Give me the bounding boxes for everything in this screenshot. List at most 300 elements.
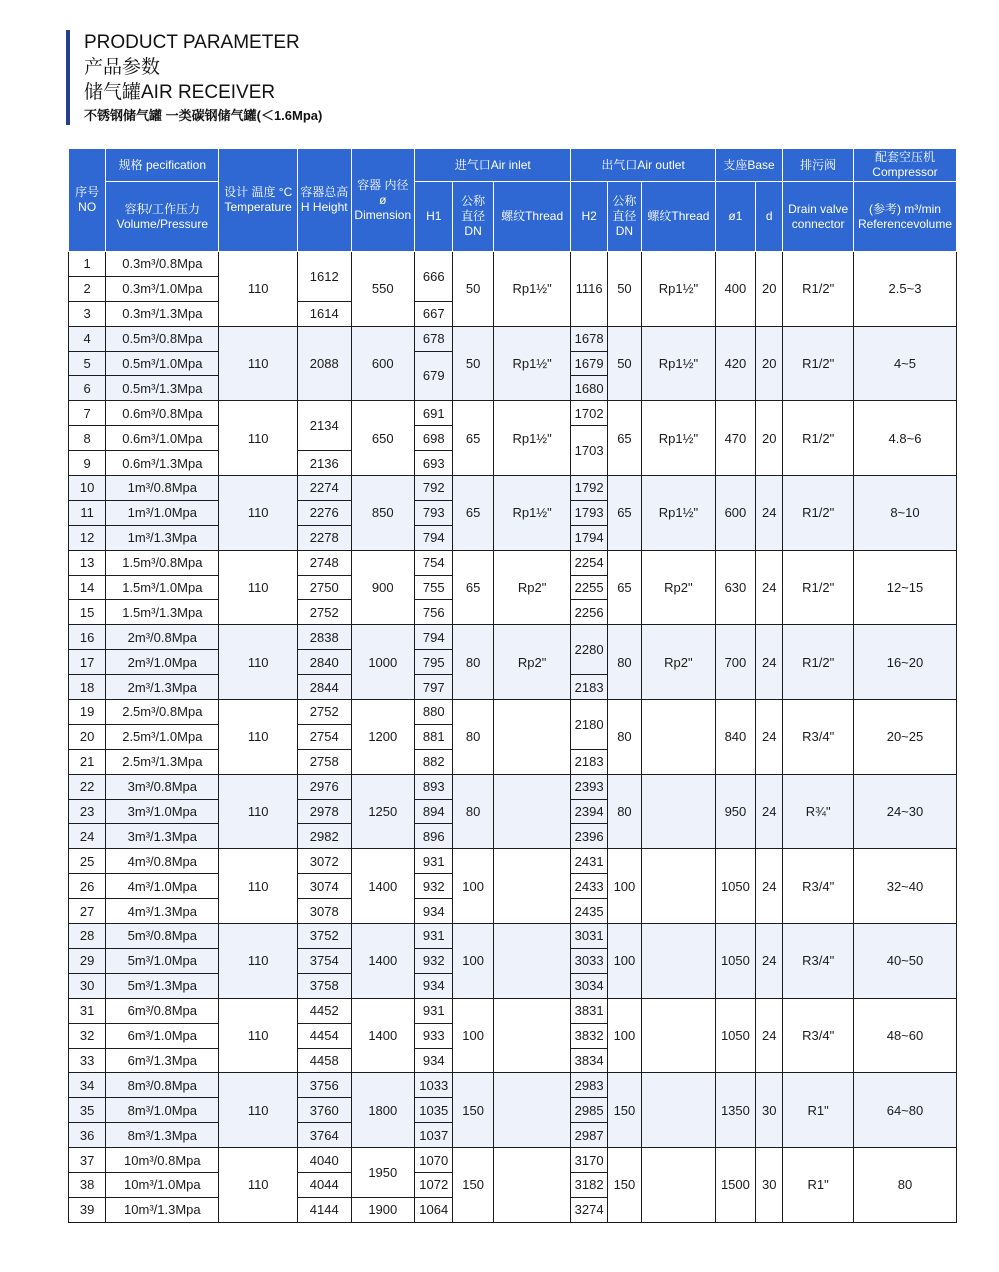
drain-valve-cell: R3/4"	[783, 998, 854, 1073]
volume-pressure-cell: 4m³/0.8Mpa	[106, 849, 219, 874]
temperature-cell: 110	[219, 326, 298, 401]
dn-outlet-cell: 65	[607, 550, 641, 625]
row-number: 34	[69, 1073, 106, 1098]
height-cell: 3078	[298, 899, 351, 924]
dimension-cell: 1200	[351, 700, 415, 775]
thread-inlet-cell: Rp1½"	[493, 252, 571, 327]
dimension-cell: 1400	[351, 998, 415, 1073]
height-cell: 2838	[298, 625, 351, 650]
h2-cell: 2183	[571, 749, 607, 774]
height-cell: 4144	[298, 1197, 351, 1222]
h2-cell: 3274	[571, 1197, 607, 1222]
compressor-volume-cell: 4.8~6	[853, 401, 956, 476]
row-number: 33	[69, 1048, 106, 1073]
drain-valve-cell: R1/2"	[783, 326, 854, 401]
compressor-volume-cell: 4~5	[853, 326, 956, 401]
base-d-cell: 20	[756, 326, 783, 401]
h1-cell: 666	[415, 252, 453, 302]
base-phi1-cell: 420	[715, 326, 755, 401]
row-number: 6	[69, 376, 106, 401]
temperature-cell: 110	[219, 849, 298, 924]
drain-valve-cell: R1"	[783, 1073, 854, 1148]
page-header	[66, 30, 322, 125]
table-row	[69, 998, 957, 1023]
thread-outlet-cell	[642, 1148, 716, 1223]
title-en: PRODUCT PARAMETER	[84, 32, 300, 53]
h1-cell: 934	[415, 1048, 453, 1073]
thread-inlet-cell: Rp1½"	[493, 326, 571, 401]
thread-outlet-cell	[642, 700, 716, 775]
row-number: 37	[69, 1148, 106, 1173]
row-number: 2	[69, 276, 106, 301]
thread-outlet-cell	[642, 1073, 716, 1148]
dn-inlet-cell: 150	[453, 1148, 493, 1223]
base-phi1-cell: 630	[715, 550, 755, 625]
drain-valve-cell: R1/2"	[783, 625, 854, 700]
row-number: 15	[69, 600, 106, 625]
table-row	[69, 476, 957, 501]
volume-pressure-cell: 0.3m³/1.3Mpa	[106, 301, 219, 326]
base-d-cell: 30	[756, 1073, 783, 1148]
volume-pressure-cell: 6m³/0.8Mpa	[106, 998, 219, 1023]
thread-inlet-cell	[493, 849, 571, 924]
h1-cell: 932	[415, 874, 453, 899]
table-row	[69, 401, 957, 426]
thread-outlet-cell: Rp2"	[642, 625, 716, 700]
volume-pressure-cell: 3m³/0.8Mpa	[106, 774, 219, 799]
h1-cell: 794	[415, 525, 453, 550]
row-number: 39	[69, 1197, 106, 1222]
table-row	[69, 326, 957, 351]
height-cell: 2752	[298, 700, 351, 725]
height-cell: 2134	[298, 401, 351, 451]
row-number: 20	[69, 724, 106, 749]
temperature-cell: 110	[219, 1148, 298, 1223]
h2-cell: 2255	[571, 575, 607, 600]
volume-pressure-cell: 1.5m³/1.0Mpa	[106, 575, 219, 600]
drain-valve-cell: R1/2"	[783, 550, 854, 625]
h1-cell: 1064	[415, 1197, 453, 1222]
dn-inlet-cell: 80	[453, 774, 493, 849]
h1-cell: 756	[415, 600, 453, 625]
row-number: 38	[69, 1172, 106, 1197]
h2-cell: 1792	[571, 476, 607, 501]
base-d-cell: 24	[756, 550, 783, 625]
height-cell: 2844	[298, 675, 351, 700]
header-h2: H2	[571, 182, 607, 252]
header-spec: 规格 pecification	[106, 149, 219, 182]
dn-inlet-cell: 80	[453, 700, 493, 775]
base-phi1-cell: 600	[715, 476, 755, 551]
volume-pressure-cell: 2m³/0.8Mpa	[106, 625, 219, 650]
temperature-cell: 110	[219, 924, 298, 999]
base-phi1-cell: 840	[715, 700, 755, 775]
table-row	[69, 1148, 957, 1173]
compressor-volume-cell: 24~30	[853, 774, 956, 849]
table-row	[69, 550, 957, 575]
volume-pressure-cell: 5m³/1.0Mpa	[106, 948, 219, 973]
base-d-cell: 20	[756, 252, 783, 327]
row-number: 14	[69, 575, 106, 600]
thread-inlet-cell: Rp2"	[493, 625, 571, 700]
drain-valve-cell: R1"	[783, 1148, 854, 1223]
base-phi1-cell: 1050	[715, 849, 755, 924]
height-cell: 4044	[298, 1172, 351, 1197]
title-cn: 产品参数	[84, 57, 161, 78]
header-d: d	[756, 182, 783, 252]
compressor-volume-cell: 40~50	[853, 924, 956, 999]
compressor-volume-cell: 12~15	[853, 550, 956, 625]
volume-pressure-cell: 0.6m³/1.3Mpa	[106, 451, 219, 476]
row-number: 36	[69, 1123, 106, 1148]
base-phi1-cell: 470	[715, 401, 755, 476]
row-number: 1	[69, 252, 106, 277]
dn-inlet-cell: 50	[453, 326, 493, 401]
header-drain-sub: Drain valve connector	[783, 182, 854, 252]
dn-inlet-cell: 80	[453, 625, 493, 700]
h2-cell: 2280	[571, 625, 607, 675]
h2-cell: 2987	[571, 1123, 607, 1148]
table-row	[69, 625, 957, 650]
row-number: 3	[69, 301, 106, 326]
dimension-cell: 1800	[351, 1073, 415, 1148]
height-cell: 1612	[298, 252, 351, 302]
row-number: 17	[69, 650, 106, 675]
thread-inlet-cell	[493, 1148, 571, 1223]
thread-outlet-cell	[642, 774, 716, 849]
h2-cell: 3831	[571, 998, 607, 1023]
row-number: 29	[69, 948, 106, 973]
base-d-cell: 24	[756, 924, 783, 999]
dn-inlet-cell: 65	[453, 401, 493, 476]
row-number: 28	[69, 924, 106, 949]
temperature-cell: 110	[219, 252, 298, 327]
drain-valve-cell: R1/2"	[783, 401, 854, 476]
h2-cell: 3034	[571, 973, 607, 998]
header-phi1: ø1	[715, 182, 755, 252]
base-d-cell: 24	[756, 774, 783, 849]
row-number: 32	[69, 1023, 106, 1048]
h2-cell: 1794	[571, 525, 607, 550]
h1-cell: 933	[415, 1023, 453, 1048]
row-number: 23	[69, 799, 106, 824]
h1-cell: 667	[415, 301, 453, 326]
height-cell: 3764	[298, 1123, 351, 1148]
h1-cell: 755	[415, 575, 453, 600]
h2-cell: 2983	[571, 1073, 607, 1098]
base-phi1-cell: 1050	[715, 924, 755, 999]
h2-cell: 3832	[571, 1023, 607, 1048]
h2-cell: 2180	[571, 700, 607, 750]
header-compressor-sub: (参考) m³/min Referencevolume	[853, 182, 956, 252]
height-cell: 4452	[298, 998, 351, 1023]
h1-cell: 931	[415, 998, 453, 1023]
height-cell: 2088	[298, 326, 351, 401]
row-number: 27	[69, 899, 106, 924]
volume-pressure-cell: 4m³/1.0Mpa	[106, 874, 219, 899]
dn-outlet-cell: 80	[607, 700, 641, 775]
h1-cell: 1037	[415, 1123, 453, 1148]
h2-cell: 1702	[571, 401, 607, 426]
thread-outlet-cell	[642, 998, 716, 1073]
row-number: 13	[69, 550, 106, 575]
header-volume-pressure: 容积/工作压力 Volume/Pressure	[106, 182, 219, 252]
temperature-cell: 110	[219, 401, 298, 476]
volume-pressure-cell: 0.3m³/0.8Mpa	[106, 252, 219, 277]
height-cell: 3754	[298, 948, 351, 973]
row-number: 16	[69, 625, 106, 650]
row-number: 7	[69, 401, 106, 426]
row-number: 30	[69, 973, 106, 998]
h2-cell: 3033	[571, 948, 607, 973]
h1-cell: 1070	[415, 1148, 453, 1173]
h1-cell: 795	[415, 650, 453, 675]
h2-cell: 2431	[571, 849, 607, 874]
header-base: 支座Base	[715, 149, 783, 182]
dn-inlet-cell: 100	[453, 998, 493, 1073]
header-outlet: 出气口Air outlet	[571, 149, 715, 182]
temperature-cell: 110	[219, 550, 298, 625]
thread-inlet-cell: Rp1½"	[493, 401, 571, 476]
temperature-cell: 110	[219, 1073, 298, 1148]
dn-outlet-cell: 65	[607, 476, 641, 551]
header-no: 序号 NO	[69, 149, 106, 252]
row-number: 9	[69, 451, 106, 476]
height-cell: 2274	[298, 476, 351, 501]
volume-pressure-cell: 0.6m³/0.8Mpa	[106, 401, 219, 426]
temperature-cell: 110	[219, 774, 298, 849]
dimension-cell: 850	[351, 476, 415, 551]
dn-inlet-cell: 50	[453, 252, 493, 327]
base-phi1-cell: 1500	[715, 1148, 755, 1223]
header-h1: H1	[415, 182, 453, 252]
volume-pressure-cell: 1.5m³/1.3Mpa	[106, 600, 219, 625]
height-cell: 3758	[298, 973, 351, 998]
height-cell: 2748	[298, 550, 351, 575]
temperature-cell: 110	[219, 625, 298, 700]
temperature-cell: 110	[219, 998, 298, 1073]
header-dimension: 容器 内径 ø Dimension	[351, 149, 415, 252]
volume-pressure-cell: 10m³/0.8Mpa	[106, 1148, 219, 1173]
compressor-volume-cell: 64~80	[853, 1073, 956, 1148]
header-temp: 设计 温度 °C Temperature	[219, 149, 298, 252]
height-cell: 4454	[298, 1023, 351, 1048]
row-number: 21	[69, 749, 106, 774]
table-row	[69, 252, 957, 277]
h1-cell: 693	[415, 451, 453, 476]
drain-valve-cell: R1/2"	[783, 252, 854, 327]
row-number: 10	[69, 476, 106, 501]
volume-pressure-cell: 6m³/1.3Mpa	[106, 1048, 219, 1073]
height-cell: 2982	[298, 824, 351, 849]
row-number: 8	[69, 426, 106, 451]
dimension-cell: 900	[351, 550, 415, 625]
volume-pressure-cell: 1m³/0.8Mpa	[106, 476, 219, 501]
h2-cell: 1793	[571, 500, 607, 525]
compressor-volume-cell: 2.5~3	[853, 252, 956, 327]
h2-cell: 3182	[571, 1172, 607, 1197]
dimension-cell: 600	[351, 326, 415, 401]
h1-cell: 793	[415, 500, 453, 525]
volume-pressure-cell: 5m³/1.3Mpa	[106, 973, 219, 998]
row-number: 24	[69, 824, 106, 849]
height-cell: 3760	[298, 1098, 351, 1123]
thread-inlet-cell	[493, 1073, 571, 1148]
h1-cell: 880	[415, 700, 453, 725]
h1-cell: 934	[415, 899, 453, 924]
thread-outlet-cell: Rp1½"	[642, 476, 716, 551]
row-number: 19	[69, 700, 106, 725]
dimension-cell: 1000	[351, 625, 415, 700]
h2-cell: 2435	[571, 899, 607, 924]
h2-cell: 2183	[571, 675, 607, 700]
base-d-cell: 20	[756, 401, 783, 476]
note: 不锈钢储气罐 一类碳钢储气罐(＜1.6Mpa)	[84, 108, 323, 123]
volume-pressure-cell: 5m³/0.8Mpa	[106, 924, 219, 949]
height-cell: 2840	[298, 650, 351, 675]
volume-pressure-cell: 3m³/1.3Mpa	[106, 824, 219, 849]
dn-outlet-cell: 50	[607, 252, 641, 327]
height-cell: 2976	[298, 774, 351, 799]
table-body	[69, 252, 957, 1223]
base-d-cell: 24	[756, 476, 783, 551]
height-cell: 2758	[298, 749, 351, 774]
thread-inlet-cell	[493, 998, 571, 1073]
height-cell: 3756	[298, 1073, 351, 1098]
h2-cell: 1680	[571, 376, 607, 401]
height-cell: 1614	[298, 301, 351, 326]
volume-pressure-cell: 1m³/1.3Mpa	[106, 525, 219, 550]
volume-pressure-cell: 2.5m³/1.0Mpa	[106, 724, 219, 749]
dn-outlet-cell: 65	[607, 401, 641, 476]
temperature-cell: 110	[219, 700, 298, 775]
thread-outlet-cell	[642, 849, 716, 924]
h1-cell: 894	[415, 799, 453, 824]
height-cell: 2278	[298, 525, 351, 550]
h2-cell: 2394	[571, 799, 607, 824]
h1-cell: 896	[415, 824, 453, 849]
dn-inlet-cell: 100	[453, 924, 493, 999]
compressor-volume-cell: 80	[853, 1148, 956, 1223]
base-phi1-cell: 950	[715, 774, 755, 849]
header-dn-in: 公称直径 DN	[453, 182, 493, 252]
table-row	[69, 700, 957, 725]
compressor-volume-cell: 48~60	[853, 998, 956, 1073]
thread-outlet-cell: Rp2"	[642, 550, 716, 625]
volume-pressure-cell: 2m³/1.0Mpa	[106, 650, 219, 675]
drain-valve-cell: R3/4"	[783, 924, 854, 999]
thread-outlet-cell	[642, 924, 716, 999]
drain-valve-cell: R1/2"	[783, 476, 854, 551]
h2-cell: 3031	[571, 924, 607, 949]
dn-inlet-cell: 65	[453, 550, 493, 625]
h2-cell: 1116	[571, 252, 607, 327]
parameter-table	[68, 148, 957, 1223]
row-number: 26	[69, 874, 106, 899]
header-height: 容器总高 H Height	[298, 149, 351, 252]
dn-inlet-cell: 100	[453, 849, 493, 924]
drain-valve-cell: R3/4"	[783, 700, 854, 775]
compressor-volume-cell: 20~25	[853, 700, 956, 775]
volume-pressure-cell: 8m³/1.0Mpa	[106, 1098, 219, 1123]
thread-outlet-cell: Rp1½"	[642, 252, 716, 327]
volume-pressure-cell: 0.5m³/0.8Mpa	[106, 326, 219, 351]
header-inlet: 进气口Air inlet	[415, 149, 571, 182]
h1-cell: 882	[415, 749, 453, 774]
h1-cell: 797	[415, 675, 453, 700]
thread-outlet-cell: Rp1½"	[642, 401, 716, 476]
h2-cell: 1679	[571, 351, 607, 376]
dimension-cell: 1250	[351, 774, 415, 849]
h2-cell: 3170	[571, 1148, 607, 1173]
h1-cell: 881	[415, 724, 453, 749]
h1-cell: 679	[415, 351, 453, 401]
table-row	[69, 774, 957, 799]
h2-cell: 1703	[571, 426, 607, 476]
dn-inlet-cell: 150	[453, 1073, 493, 1148]
volume-pressure-cell: 10m³/1.3Mpa	[106, 1197, 219, 1222]
header-compressor: 配套空压机 Compressor	[853, 149, 956, 182]
h1-cell: 893	[415, 774, 453, 799]
volume-pressure-cell: 8m³/0.8Mpa	[106, 1073, 219, 1098]
row-number: 5	[69, 351, 106, 376]
h1-cell: 794	[415, 625, 453, 650]
table-row	[69, 924, 957, 949]
row-number: 31	[69, 998, 106, 1023]
h2-cell: 2393	[571, 774, 607, 799]
compressor-volume-cell: 32~40	[853, 849, 956, 924]
header-thread-out: 螺纹Thread	[642, 182, 716, 252]
volume-pressure-cell: 3m³/1.0Mpa	[106, 799, 219, 824]
drain-valve-cell: R¾"	[783, 774, 854, 849]
dimension-cell: 550	[351, 252, 415, 327]
thread-inlet-cell	[493, 774, 571, 849]
volume-pressure-cell: 0.5m³/1.0Mpa	[106, 351, 219, 376]
row-number: 35	[69, 1098, 106, 1123]
header-drain: 排污阀	[783, 149, 854, 182]
height-cell: 2752	[298, 600, 351, 625]
h1-cell: 698	[415, 426, 453, 451]
height-cell: 3752	[298, 924, 351, 949]
h2-cell: 3834	[571, 1048, 607, 1073]
h2-cell: 2254	[571, 550, 607, 575]
dn-outlet-cell: 80	[607, 625, 641, 700]
height-cell: 2276	[298, 500, 351, 525]
thread-inlet-cell	[493, 924, 571, 999]
row-number: 22	[69, 774, 106, 799]
dn-outlet-cell: 150	[607, 1073, 641, 1148]
h1-cell: 934	[415, 973, 453, 998]
volume-pressure-cell: 4m³/1.3Mpa	[106, 899, 219, 924]
row-number: 12	[69, 525, 106, 550]
thread-inlet-cell	[493, 700, 571, 775]
dimension-cell: 1400	[351, 924, 415, 999]
h1-cell: 1072	[415, 1172, 453, 1197]
row-number: 25	[69, 849, 106, 874]
dn-outlet-cell: 80	[607, 774, 641, 849]
height-cell: 4458	[298, 1048, 351, 1073]
h2-cell: 2985	[571, 1098, 607, 1123]
h1-cell: 678	[415, 326, 453, 351]
dimension-cell: 1900	[351, 1197, 415, 1222]
compressor-volume-cell: 16~20	[853, 625, 956, 700]
row-number: 18	[69, 675, 106, 700]
height-cell: 2754	[298, 724, 351, 749]
volume-pressure-cell: 10m³/1.0Mpa	[106, 1172, 219, 1197]
volume-pressure-cell: 2m³/1.3Mpa	[106, 675, 219, 700]
h2-cell: 2433	[571, 874, 607, 899]
height-cell: 4040	[298, 1148, 351, 1173]
